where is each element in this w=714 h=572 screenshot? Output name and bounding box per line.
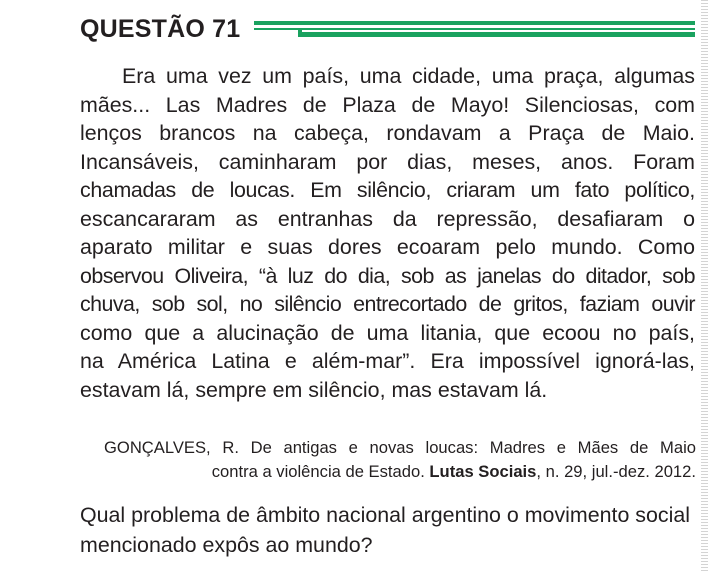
page-edge-strip xyxy=(701,0,708,572)
passage-line: lenços brancos na cabeça, rondavam a Praça de Maio. xyxy=(80,121,695,145)
question-prompt: Qual problema de âmbito nacional argentino o movimento social mencionado expôs ao mundo? xyxy=(80,503,690,557)
citation-line-1: GONÇALVES, R. De antigas e novas loucas: Madres e Mães de Maio xyxy=(104,438,696,457)
header-bar-top xyxy=(254,21,695,25)
citation-line-2 xyxy=(104,460,696,484)
passage-line: aparato militar e suas dores ecoaram pelo mundo. Como xyxy=(80,235,695,259)
header-bar-middle xyxy=(254,28,695,30)
passage-line: como que a alucinação de uma litania, que ecoou no país, xyxy=(80,320,695,345)
passage-line: mães... Las Madres de Plaza de Mayo! Silenciosas, com xyxy=(80,92,695,117)
source-citation xyxy=(104,436,696,484)
citation-suffix: , n. 29, jul.-dez. 2012. xyxy=(536,462,696,481)
header-bar-bottom xyxy=(302,32,695,37)
citation-prefix: contra a violência de Estado. xyxy=(211,462,430,481)
passage-line: chamadas de loucas. Em silêncio, criaram um fato político, xyxy=(80,178,695,202)
question-header xyxy=(80,12,695,46)
passage-line: Incansáveis, caminharam por dias, meses, anos. Foram xyxy=(80,149,695,174)
passage-line: observou Oliveira, “à luz do dia, sob as janelas do ditador, sob xyxy=(80,263,695,288)
passage-line: na América Latina e além-mar”. Era impossível ignorá-las, xyxy=(80,349,695,373)
citation-journal: Lutas Sociais xyxy=(429,462,537,481)
question-number: QUESTÃO 71 xyxy=(80,14,241,43)
passage-line: chuva, sob sol, no silêncio entrecortado de gritos, faziam ouvir xyxy=(80,292,695,316)
header-decorative-bars xyxy=(254,18,695,40)
passage-line: estavam lá, sempre em silêncio, mas estavam lá. xyxy=(80,377,548,402)
passage-line: Era uma vez um país, uma cidade, uma praça, algumas xyxy=(122,64,695,88)
passage-line: escancararam as entranhas da repressão, desafiaram o xyxy=(80,206,695,231)
passage-text xyxy=(80,62,695,404)
